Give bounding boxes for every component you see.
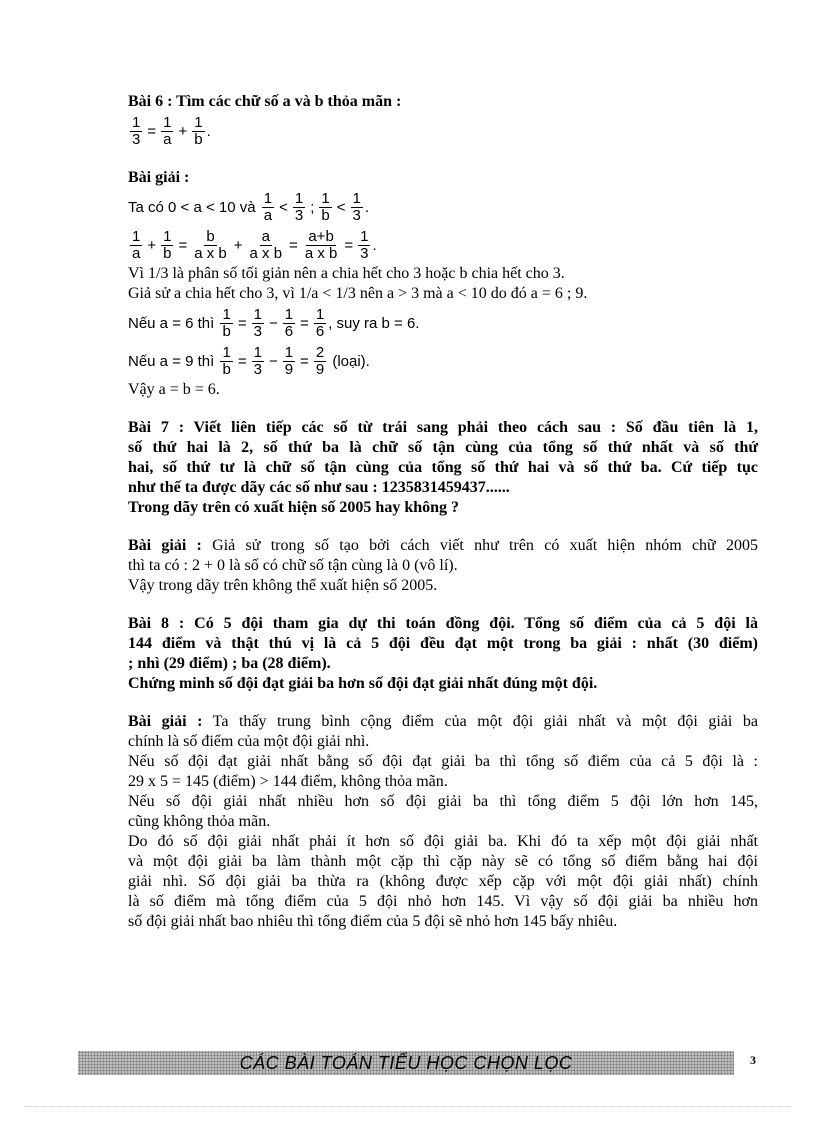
bai7-solution-2: thì ta có : 2 + 0 là số có chữ số tận cùng là 0 (vô lí).: [128, 557, 458, 574]
bai8-solution-2: chính là số điểm của một đội giải nhì.: [128, 733, 370, 750]
page-bottom-divider: [24, 1106, 792, 1107]
bai6-step-4: Nếu a = 9 thì $\frac{1}{b}$ = $\frac{1}{3}$ − $\frac{1}{9}$ = $\frac{2}{9}$ (loại).: [128, 343, 370, 378]
footer-banner: [78, 1051, 734, 1075]
bai8-solution-10: là số điểm mà tổng điểm của 5 đội nhỏ hơn 145. Vì vậy số đội giải ba nhiều hơn: [128, 893, 758, 910]
bai8-problem-2: 144 điểm và thật thú vị là cả 5 đội đều đạt một trong ba giải : nhất (30 điểm): [128, 635, 758, 652]
footer-title: CÁC BÀI TOÁN TIỂU HỌC CHỌN LỌC: [239, 1053, 573, 1073]
bai6-text-2: Giả sử a chia hết cho 3, vì 1/a < 1/3 nên a > 3 mà a < 10 do đó a = 6 ; 9.: [128, 285, 588, 302]
bai8-solution-11: số đội giải nhất bao nhiêu thì tổng điểm của 5 đội sẽ nhỏ hơn 145 bấy nhiêu.: [128, 913, 618, 930]
bai6-step-3: Nếu a = 6 thì $\frac{1}{b}$ = $\frac{1}{3}$ − $\frac{1}{6}$ = $\frac{1}{6}$ , suy ra b = 6.: [128, 305, 420, 340]
bai6-text-1: Vì 1/3 là phân số tối giản nên a chia hết cho 3 hoặc b chia hết cho 3.: [128, 265, 565, 282]
page-content: [128, 92, 758, 932]
bai8-solution-7: Do đó số đội giải nhất phải ít hơn số đội giải ba. Khi đó ta xếp một đội giải nhất: [128, 833, 758, 850]
bai7-solution-1: Bài giải : Giả sử trong số tạo bởi cách viết như trên có xuất hiện nhóm chữ 2005: [128, 537, 758, 554]
bai7-problem-3: hai, số thứ tư là chữ số tận cùng của tổng số thứ hai và số thứ ba. Cứ tiếp tục: [128, 459, 758, 476]
bai7-solution-title: Bài giải :: [128, 537, 202, 554]
bai8-problem-1: Bài 8 : Có 5 đội tham gia dự thi toán đồng đội. Tổng số điểm của cả 5 đội là: [128, 615, 758, 632]
bai8-problem-4: Chứng minh số đội đạt giải ba hơn số đội đạt giải nhất đúng một đội.: [128, 675, 598, 692]
bai6-title: Bài 6 : Tìm các chữ số a và b thỏa mãn :: [128, 93, 402, 110]
bai7-solution-3: Vậy trong dãy trên không thể xuất hiện số 2005.: [128, 577, 438, 594]
bai8-solution-4: 29 x 5 = 145 (điểm) > 144 điểm, không thỏa mãn.: [128, 773, 448, 790]
bai8-solution-8: và một đội giải ba làm thành một cặp thì cặp này sẽ có tổng số điểm bằng hai đội: [128, 853, 758, 870]
bai8-solution-6: cũng không thỏa mãn.: [128, 813, 271, 830]
bai8-solution-1: Bài giải : Ta thấy trung bình cộng điểm của một đội giải nhất và một đội giải ba: [128, 713, 758, 730]
bai6-step-2: $\frac{1}{a}$ + $\frac{1}{b}$ = $\frac{b}{\text{a x b}}$ + $\frac{a}{\text{a x b}}$ = $\frac{a+b}{\text{a x b}}$ = $\frac{1}{3}$ .: [132, 227, 377, 262]
bai6-conclusion: Vậy a = b = 6.: [128, 381, 220, 398]
bai8-solution-9: giải nhì. Số đội giải ba thừa ra (không được xếp cặp với một đội giải nhất) chính: [128, 873, 758, 890]
bai8-solution-5: Nếu số đội giải nhất nhiều hơn số đội giải ba thì tổng điểm 5 đội lớn hơn 145,: [128, 793, 758, 810]
bai7-problem-4: như thế ta được dãy các số như sau : 1235831459437......: [128, 479, 510, 496]
bai6-equation: $\frac{1}{3}$ = $\frac{1}{a}$ + $\frac{1}{b}$ .: [132, 113, 211, 148]
bai6-solution-title: Bài giải :: [128, 169, 190, 186]
page-number: 3: [750, 1053, 756, 1067]
bai7-problem-5: Trong dãy trên có xuất hiện số 2005 hay không ?: [128, 499, 460, 516]
bai6-step-1: Ta có 0 < a < 10 và $\frac{1}{a}$ < $\frac{1}{3}$ ; $\frac{1}{b}$ < $\frac{1}{3}$ .: [128, 189, 370, 224]
bai7-problem-1: Bài 7 : Viết liên tiếp các số từ trái sang phải theo cách sau : Số đầu tiên là 1,: [128, 419, 758, 436]
bai8-problem-3: ; nhì (29 điểm) ; ba (28 điểm).: [128, 655, 331, 672]
bai8-solution-title: Bài giải :: [128, 713, 203, 730]
bai8-solution-3: Nếu số đội đạt giải nhất bằng số đội đạt giải ba thì tổng số điểm của cả 5 đội là :: [128, 753, 758, 770]
bai7-problem-2: số thứ hai là 2, số thứ ba là chữ số tận cùng của tổng số thứ nhất và số thứ: [128, 439, 758, 456]
